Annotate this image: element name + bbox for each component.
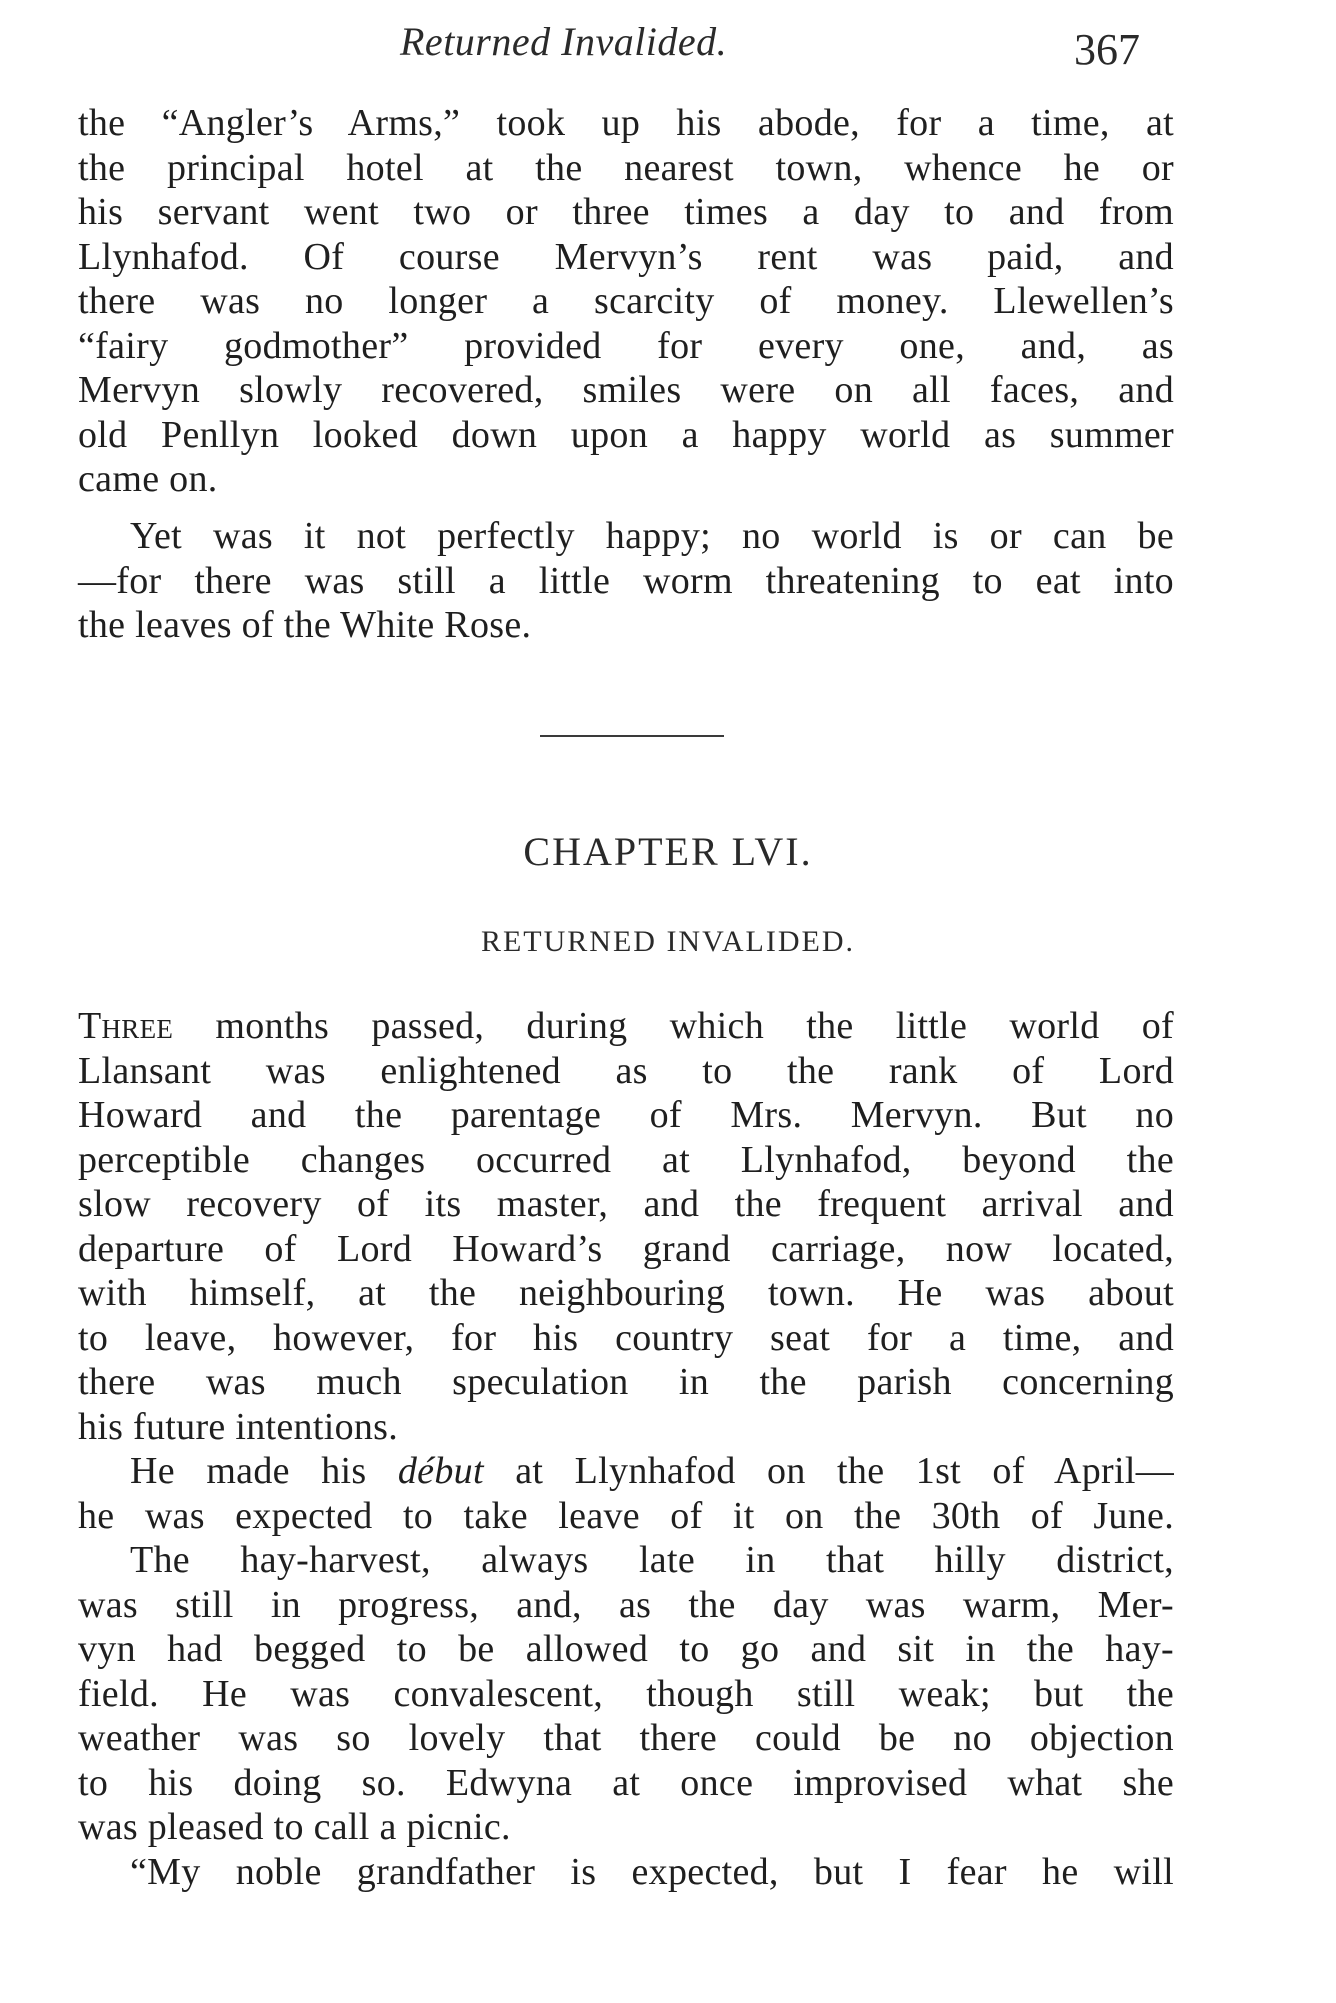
running-title: Returned Invalided. [400,19,728,64]
text-line: was still in progress, and, as the day was warm, Mer- [78,1583,1174,1626]
paragraph [78,1538,1174,1850]
text-line: vyn had begged to be allowed to go and sit in the hay- [78,1628,1174,1670]
text-line: departure of Lord Howard’s grand carriage, now located, [78,1227,1174,1270]
text-line: “fairy godmother” provided for every one, and, as [78,324,1174,367]
continued-paragraph [78,101,1174,502]
text-line [78,1004,1174,1049]
text-line: The hay-harvest, always late in that hilly district, [130,1539,1174,1581]
text-line: slow recovery of its master, and the frequent arrival and [78,1183,1174,1225]
text-line: his servant went two or three times a day to and from [78,191,1174,233]
text-line: Mervyn slowly recovered, smiles were on all faces, and [78,369,1174,411]
text-line: to leave, however, for his country seat for a time, and [78,1316,1174,1359]
text-line: his future intentions. [78,1405,399,1448]
section-divider [540,735,724,737]
text-line: Howard and the parentage of Mrs. Mervyn. But no [78,1094,1174,1136]
text-line: came on. [78,458,218,500]
paragraph [78,1449,1174,1538]
text-line: old Penllyn looked down upon a happy world as summer [78,413,1174,456]
text-run: at Llynhafod on the 1st of April— [483,1450,1175,1492]
text-line: Llynhafod. Of course Mervyn’s rent was paid, and [78,235,1174,278]
paragraph [78,1004,1174,1449]
text-line: field. He was convalescent, though still weak; but the [78,1672,1174,1715]
text-line: —for there was still a little worm threatening to eat into [78,559,1174,602]
text-line: the “Angler’s Arms,” took up his abode, for a time, at [78,102,1174,144]
text-line: the leaves of the White Rose. [78,604,532,646]
paragraph [78,1850,1174,1895]
text-line: the principal hotel at the nearest town, whence he or [78,146,1174,189]
italic-word: début [397,1450,484,1492]
text-line: Llansant was enlightened as to the rank of Lord [78,1049,1174,1092]
text-line: with himself, at the neighbouring town. He was about [78,1272,1174,1314]
page-number: 367 [1074,25,1140,74]
chapter-title: RETURNED INVALIDED. [480,925,856,958]
text-line [78,1449,1174,1494]
text-line: perceptible changes occurred at Llynhafod, beyond the [78,1138,1174,1181]
text-line: weather was so lovely that there could be no objection [78,1717,1174,1759]
text-run: months passed, during which the little world of [173,1005,1174,1047]
drop-word: Three [78,1005,174,1047]
text-line: to his doing so. Edwyna at once improvised what she [78,1761,1174,1804]
chapter-number: CHAPTER LVI. [523,829,813,874]
text-line: “My noble grandfather is expected, but I fear he will [130,1851,1174,1893]
text-line: he was expected to take leave of it on the 30th of June. [78,1494,1174,1537]
text-line: was pleased to call a picnic. [78,1806,511,1848]
text-run: He made his [130,1450,398,1492]
text-line: there was much speculation in the parish concerning [78,1361,1174,1403]
text-line: there was no longer a scarcity of money. Llewellen’s [78,280,1174,322]
paragraph [78,514,1174,648]
text-line: Yet was it not perfectly happy; no world is or can be [130,515,1174,557]
